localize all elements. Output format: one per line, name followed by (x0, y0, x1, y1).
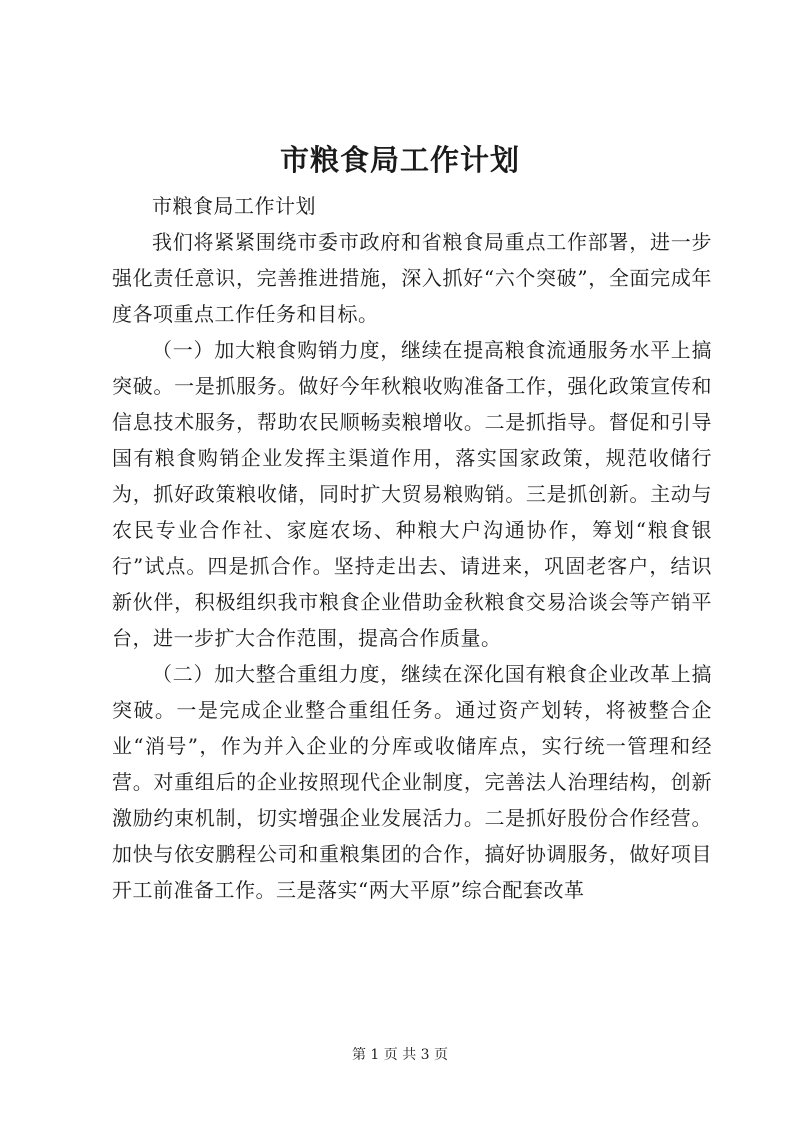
page-number-footer: 第 1 页 共 3 页 (351, 1047, 449, 1063)
section-one-paragraph: （一）加大粮食购销力度，继续在提高粮食流通服务水平上搞突破。一是抓服务。做好今年秋粮收购准备工作，强化政策宣传和信息技术服务，帮助农民顺畅卖粮增收。二是抓指导。督促和引导国有粮食购销企业发挥主渠道作用，落实国家政策，规范收储行为，抓好政策粮收储，同时扩大贸易粮购销。三是抓创新。主动与农民专业合作社、家庭农场、种粮大户沟通协作，筹划“粮食银行”试点。四是抓合作。坚持走出去、请进来，巩固老客户，结识新伙伴，积极组织我市粮食企业借助金秋粮食交易洽谈会等产销平台，进一步扩大合作范围，提高合作质量。 (112, 338, 712, 650)
section-two-paragraph: （二）加大整合重组力度，继续在深化国有粮食企业改革上搞突破。一是完成企业整合重组任务。通过资产划转，将被整合企业“消号”，作为并入企业的分库或收储库点，实行统一管理和经营。对重组后的企业按照现代企业制度，完善法人治理结构，创新激励约束机制，切实增强企业发展活力。二是抓好股份合作经营。加快与依安鹏程公司和重粮集团的合作，搞好协调服务，做好项目开工前准备工作。三是落实“两大平原”综合配套改革 (112, 662, 712, 902)
document-body (112, 188, 712, 908)
intro-paragraph: 我们将紧紧围绕市委市政府和省粮食局重点工作部署，进一步强化责任意识，完善推进措施，深入抓好“六个突破”，全面完成年度各项重点工作任务和目标。 (112, 230, 712, 326)
subtitle-paragraph: 市粮食局工作计划 (152, 194, 316, 218)
document-title: 市粮食局工作计划 (279, 143, 520, 177)
